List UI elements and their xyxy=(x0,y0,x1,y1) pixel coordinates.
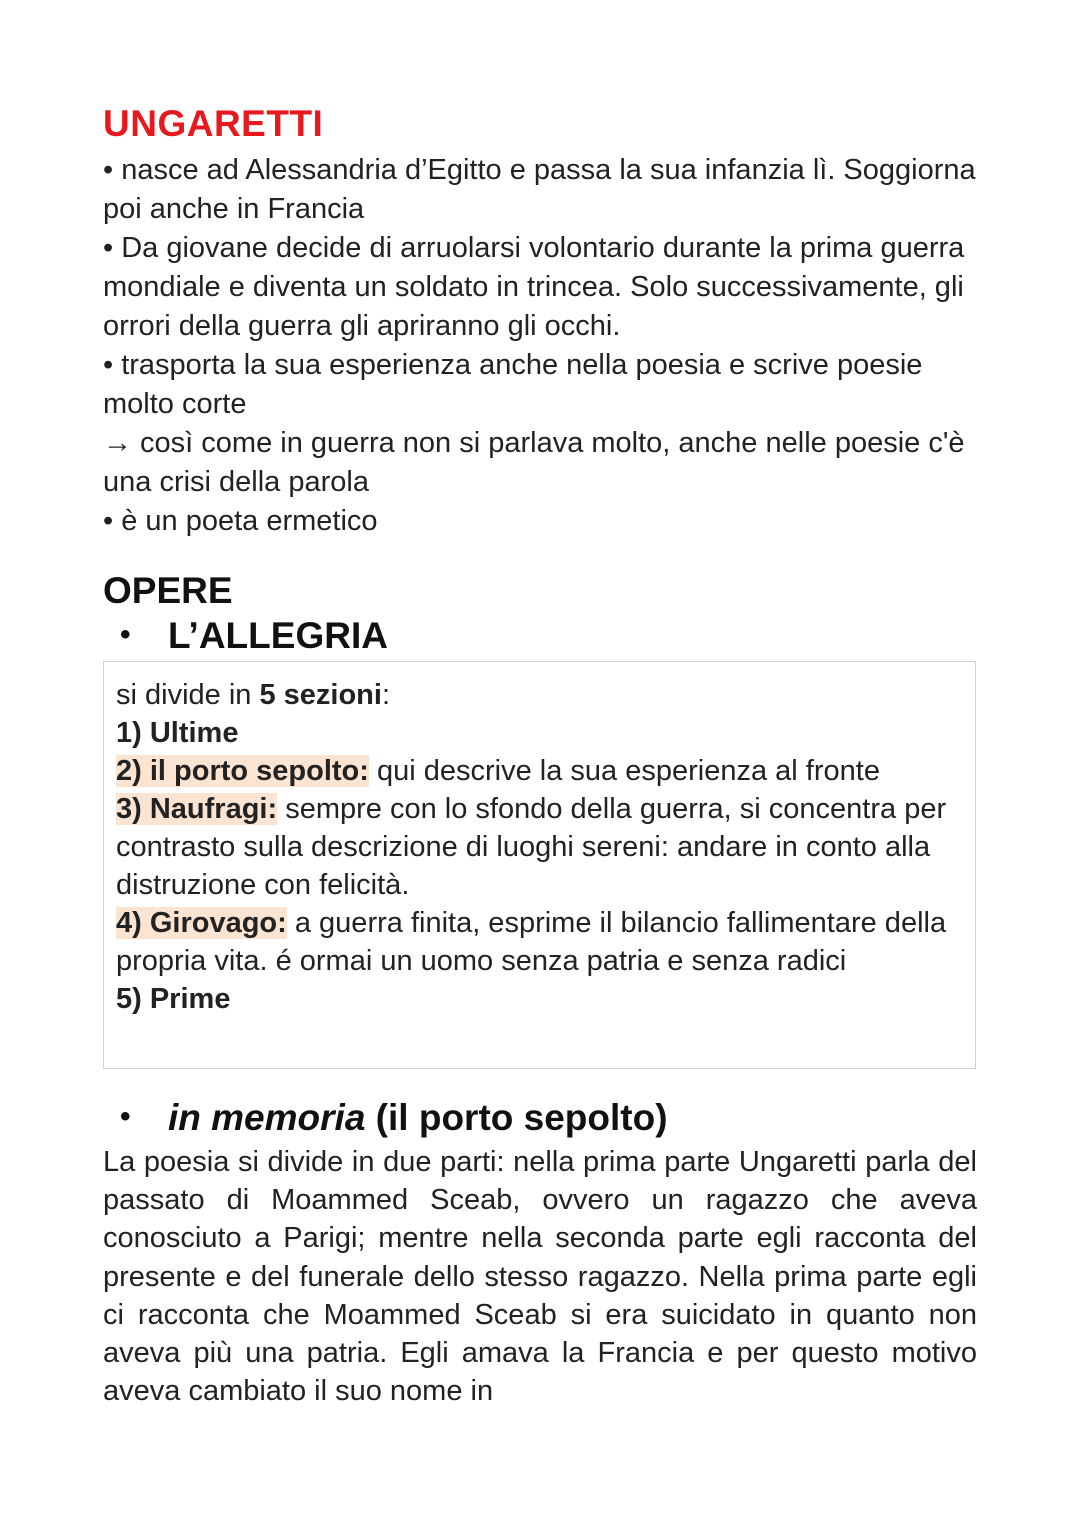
section-text: qui descrive la sua esperienza al fronte xyxy=(368,755,880,787)
allegria-intro xyxy=(116,676,963,714)
section-item xyxy=(116,714,963,752)
allegria-intro-suffix: : xyxy=(381,679,391,711)
section-item xyxy=(116,752,963,790)
section-label: 2) il porto sepolto: xyxy=(116,755,369,787)
intro-list xyxy=(103,151,983,541)
memoria-heading xyxy=(120,1097,668,1139)
section-item xyxy=(116,980,963,1018)
intro-bullet-birth: • nasce ad Alessandria d’Egitto e passa la sua infanzia lì. Soggiorna poi anche in Francia xyxy=(103,154,976,225)
memoria-bullet: • xyxy=(120,1100,131,1133)
allegria-sections-box xyxy=(103,661,976,1069)
allegria-intro-bold: 5 sezioni xyxy=(259,679,382,711)
allegria-title: L’ALLEGRIA xyxy=(168,615,388,656)
section-item xyxy=(116,904,963,980)
section-label: 5) Prime xyxy=(116,983,231,1015)
page-title: UNGARETTI xyxy=(103,103,324,144)
opere-heading: OPERE xyxy=(103,570,233,611)
intro-bullet-war: • Da giovane decide di arruolarsi volontario durante la prima guerra mondiale e diventa un soldato in trincea. Solo successivamente, gli orrori della guerra gli apriranno gli occhi. xyxy=(103,232,965,342)
section-label: 4) Girovago: xyxy=(116,907,287,939)
intro-arrow-note: → così come in guerra non si parlava molto, anche nelle poesie c'è una crisi della parola xyxy=(103,427,965,498)
section-label: 3) Naufragi: xyxy=(116,793,278,825)
memoria-paragraph: La poesia si divide in due parti: nella prima parte Ungaretti parla del passato di Moammed Sceab, ovvero un ragazzo che aveva conosciuto a Parigi; mentre nella seconda parte egli racconta del presente e del funerale dello stesso ragazzo. Nella prima parte egli ci racconta che Moammed Sceab si era suicidato in quanto non aveva più una patria. Egli amava la Francia e per questo motivo aveva cambiato il suo nome in xyxy=(103,1146,977,1408)
allegria-intro-prefix: si divide in xyxy=(116,679,260,711)
section-text: a guerra finita, esprime il bilancio fallimentare della propria vita. é ormai un uomo senza patria e senza radici xyxy=(116,907,947,977)
intro-bullet-poetry: • trasporta la sua esperienza anche nella poesia e scrive poesie molto corte xyxy=(103,349,923,420)
section-label: 1) Ultime xyxy=(116,717,239,749)
memoria-title-rest: (il porto sepolto) xyxy=(365,1097,668,1138)
memoria-title-italic: in memoria xyxy=(168,1097,366,1138)
section-item xyxy=(116,790,963,904)
allegria-bullet: • xyxy=(120,618,131,651)
intro-bullet-hermetic: • è un poeta ermetico xyxy=(103,505,378,537)
section-text: sempre con lo sfondo della guerra, si concentra per contrasto sulla descrizione di luoghi sereni: andare in conto alla distruzione con felicità. xyxy=(116,793,947,901)
allegria-heading xyxy=(120,615,388,657)
